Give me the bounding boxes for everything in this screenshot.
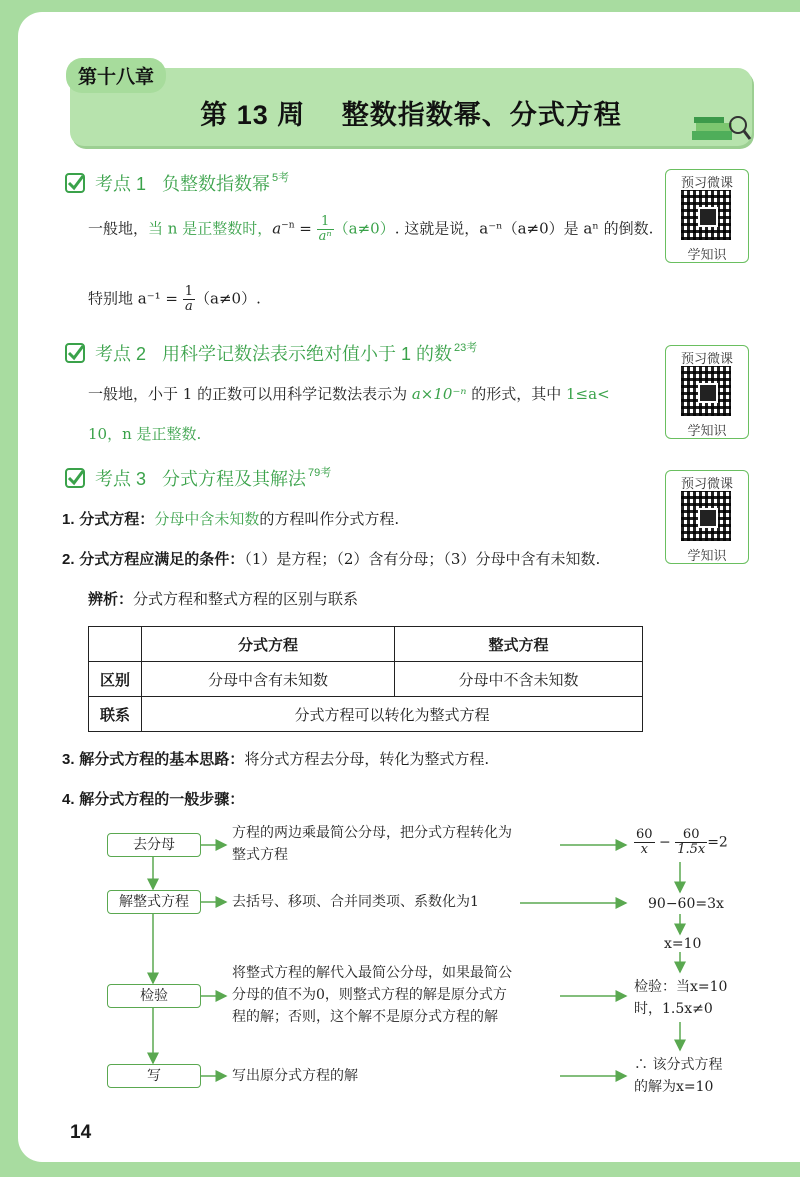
- item-1: 1. 分式方程：分母中含未知数的方程叫作分式方程.: [62, 510, 400, 528]
- flow-step-check: 检验: [107, 984, 201, 1008]
- flow-result-solution: x=10: [664, 936, 702, 952]
- flow-result-simplified: 90−60=3x: [648, 896, 724, 912]
- flow-desc-2: 去括号、移项、合并同类项、系数化为1: [232, 894, 479, 910]
- table-header-fractional: 分式方程: [142, 627, 395, 662]
- flow-step-write: 写: [107, 1064, 201, 1088]
- table-row-label-difference: 区别: [89, 662, 142, 697]
- table-cell: 分式方程可以转化为整式方程: [142, 697, 643, 732]
- item-3: 3. 解分式方程的基本思路：将分式方程去分母，转化为整式方程.: [62, 750, 490, 768]
- flow-result-equation: $\frac{60}{x}$ − $\frac{60}{1.5x}$ =2: [636, 827, 728, 857]
- kp1-line2: 特别地 a⁻¹ = $\frac{1}{a}$ （a≠0）.: [88, 284, 261, 314]
- flow-desc-1: 方程的两边乘最简公分母，把分式方程转化为 整式方程: [232, 825, 512, 863]
- kp1-title: 负整数指数幂: [162, 174, 271, 194]
- flow-result-answer: ∴ 该分式方程 的解为x=10: [634, 1057, 723, 1095]
- flow-desc-3: 将整式方程的解代入最简公分母，如果最简公 分母的值不为0，则整式方程的解是原分式方 程的解；否则，这个解不是原分式方程的解: [232, 965, 512, 1025]
- week-title: 第 13 周 整数指数幂、分式方程: [200, 100, 622, 130]
- chapter-tag: 第十八章: [66, 58, 166, 93]
- kp1-line1: 一般地，当 n 是正整数时，$a^{-n}$ = $\frac{1}{\text{aⁿ}}$ （a≠0）. 这就是说，a⁻ⁿ（a≠0）是 aⁿ 的倒数.: [88, 214, 654, 244]
- table-cell: 分母中含有未知数: [142, 662, 395, 697]
- analysis-line: 辨析：分式方程和整式方程的区别与联系: [88, 590, 359, 608]
- flow-step-solve-polynomial: 解整式方程: [107, 890, 201, 914]
- flow-step-clear-denominator: 去分母: [107, 833, 201, 857]
- flow-desc-4: 写出原分式方程的解: [232, 1068, 358, 1084]
- page-number: 14: [70, 1122, 92, 1143]
- kp2-title: 用科学记数法表示绝对值小于 1 的数: [162, 344, 453, 364]
- kp3-label: 考点 3: [95, 469, 147, 489]
- qr-card-preview-lesson[interactable]: 预习微课 学知识: [665, 470, 749, 564]
- table-cell: 分母中不含未知数: [395, 662, 643, 697]
- kp1-label: 考点 1: [95, 174, 147, 194]
- kp3-exam-count: 79考: [308, 467, 332, 479]
- item-2: 2. 分式方程应满足的条件：（1）是方程；（2）含有分母；（3）分母中含有未知数.: [62, 550, 601, 568]
- flow-result-check: 检验：当x=10 时，1.5x≠0: [634, 979, 728, 1017]
- kp3-title: 分式方程及其解法: [162, 469, 307, 489]
- qr-card-preview-lesson[interactable]: 预习微课 学知识: [665, 169, 749, 263]
- kp1-exam-count: 5考: [272, 172, 290, 184]
- item-4: 4. 解分式方程的一般步骤：: [62, 791, 245, 808]
- table-header-polynomial: 整式方程: [395, 627, 643, 662]
- table-row-label-connection: 联系: [89, 697, 142, 732]
- qr-card-preview-lesson[interactable]: 预习微课 学知识: [665, 345, 749, 439]
- kp2-exam-count: 23考: [454, 342, 478, 354]
- kp2-label: 考点 2: [95, 344, 147, 364]
- kp2-line2: 10，n 是正整数.: [88, 425, 202, 443]
- kp2-line1: 一般地，小于 1 的正数可以用科学记数法表示为 a×10⁻ⁿ 的形式，其中 1≤a<: [88, 385, 610, 403]
